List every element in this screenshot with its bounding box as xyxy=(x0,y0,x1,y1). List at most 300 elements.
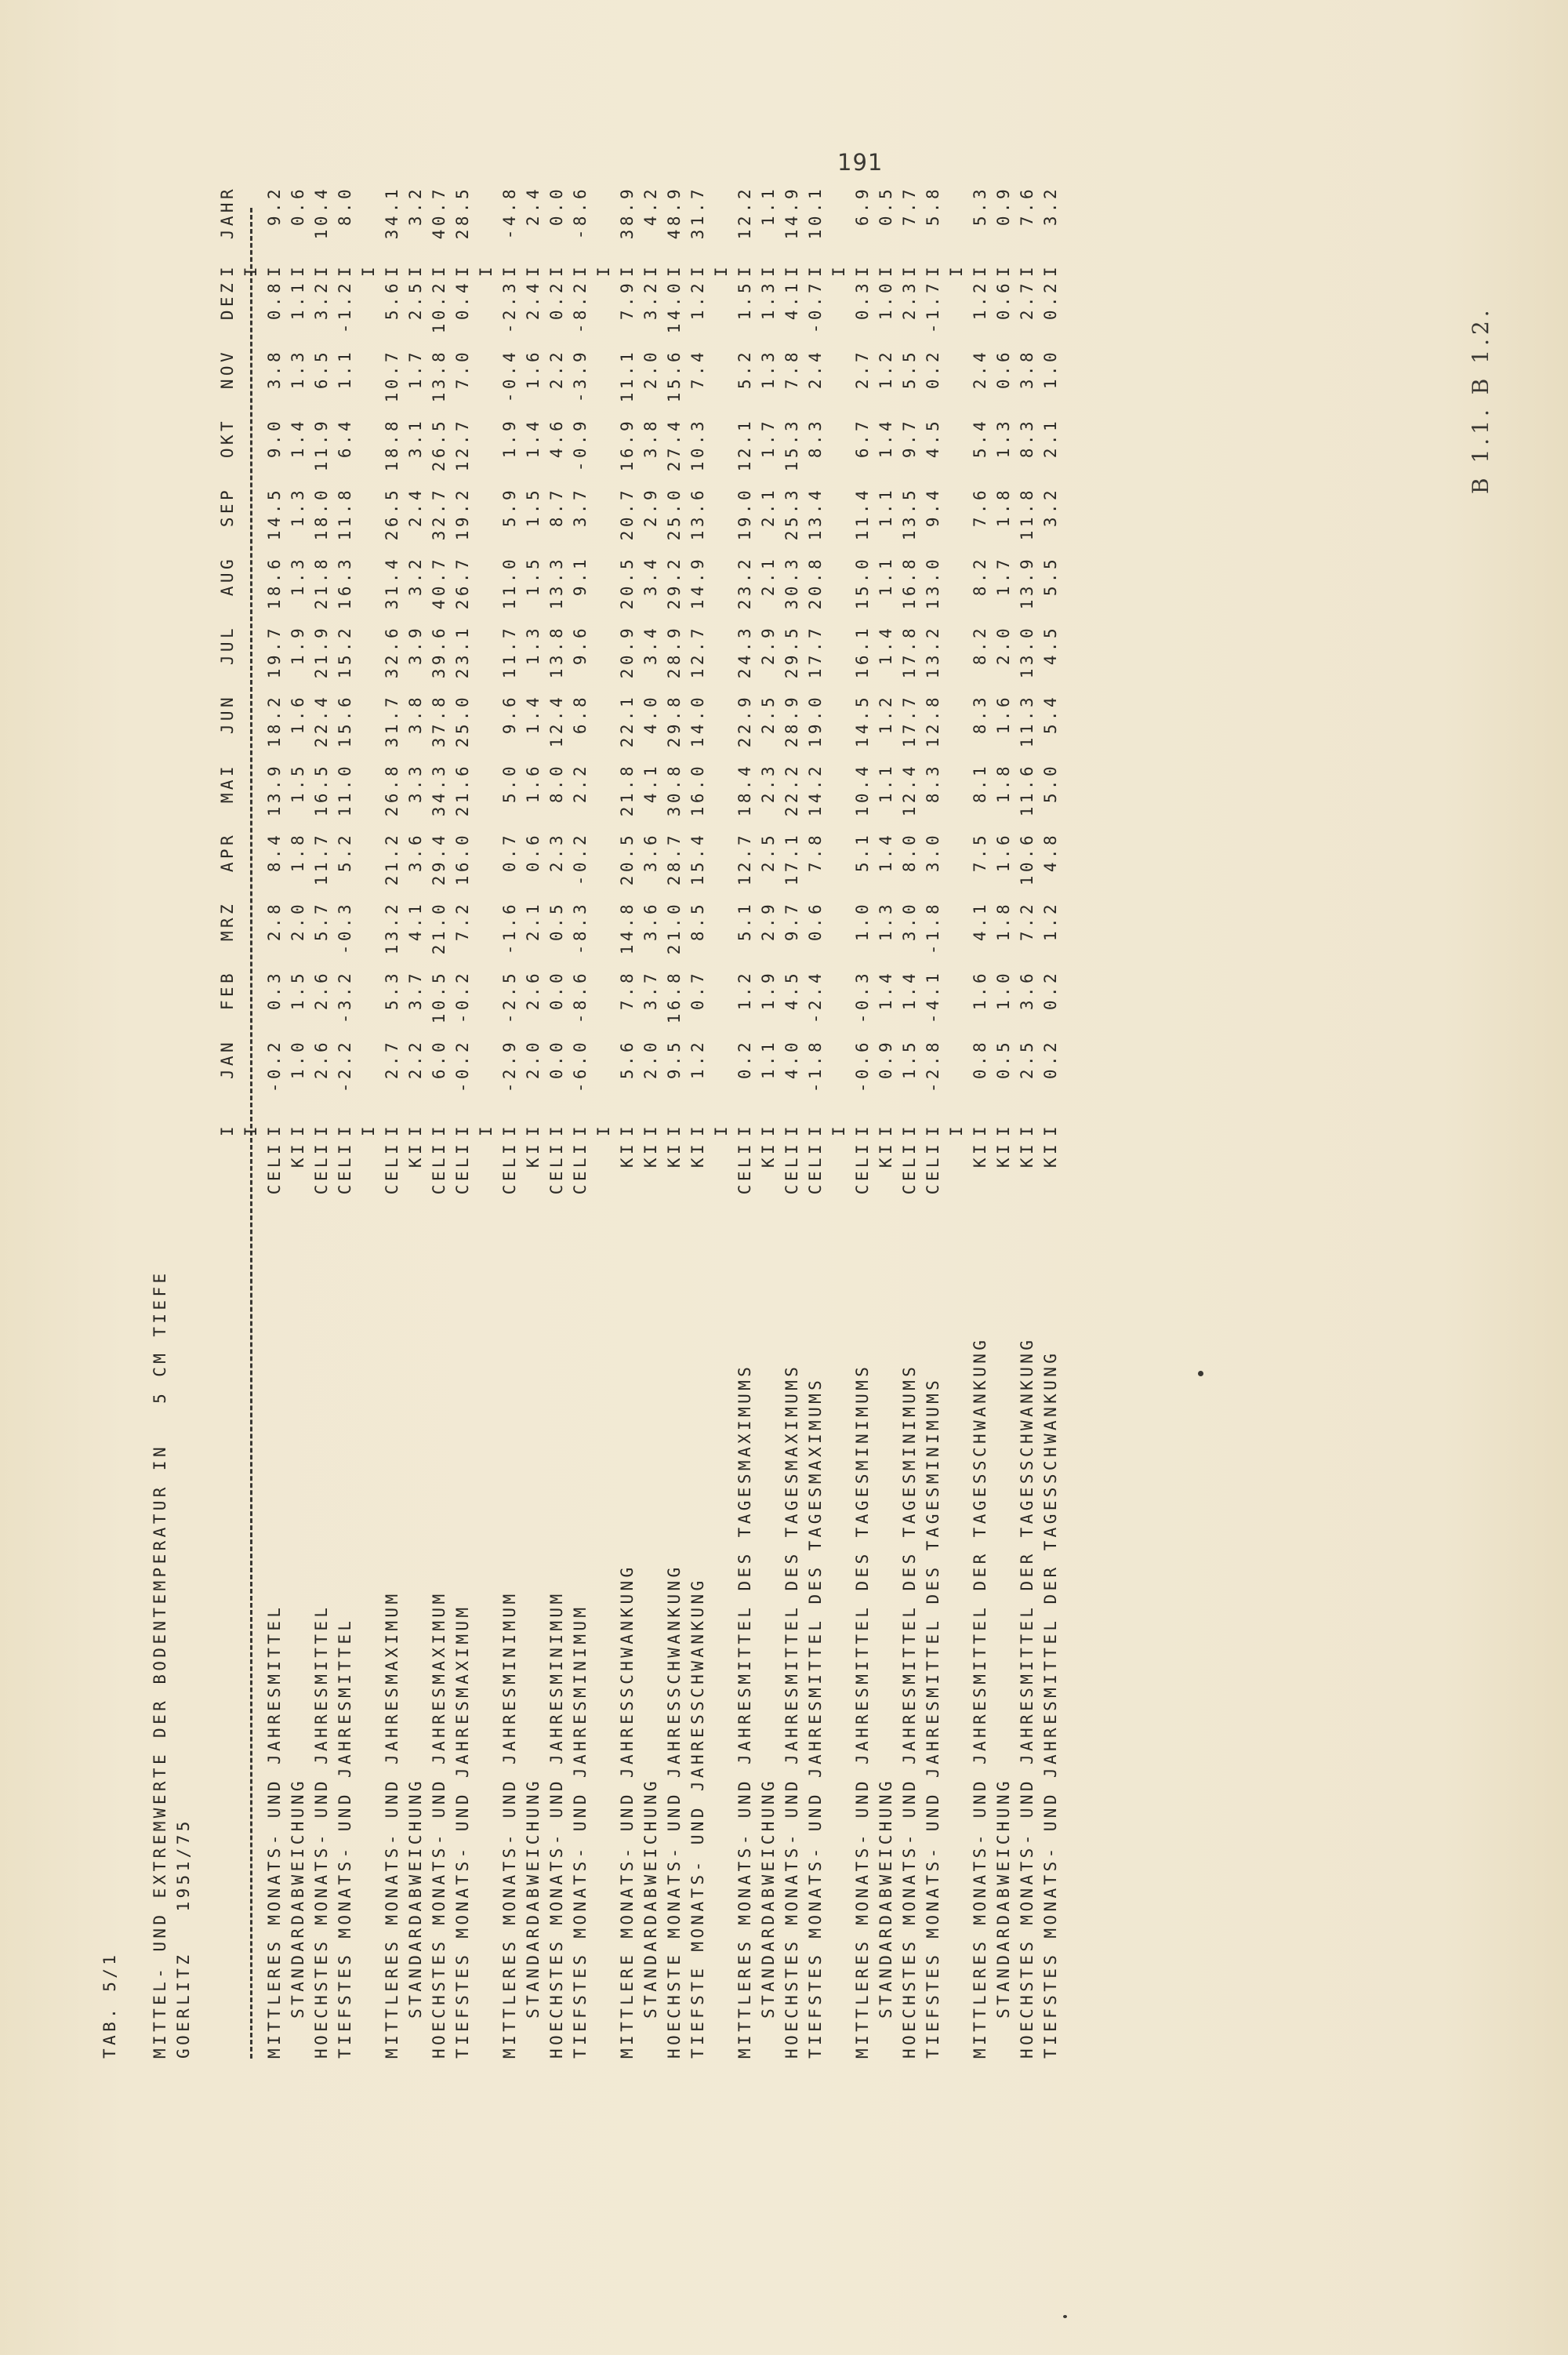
cell-nov: 2.4 xyxy=(806,349,825,390)
cell-sep: 13.4 xyxy=(806,487,825,541)
cell-jun: 28.9 xyxy=(782,694,801,748)
cell-dez: 1.2 xyxy=(971,280,989,321)
cell-sep: 13.5 xyxy=(900,487,919,541)
cell-year: 8.0 xyxy=(336,186,354,227)
cell-mai: 16.0 xyxy=(688,763,707,817)
cell-sep: 3.7 xyxy=(571,487,590,528)
cell-aug: 26.7 xyxy=(453,556,472,610)
cell-dez: -1.7 xyxy=(924,280,942,334)
column-separator: I xyxy=(359,1126,378,1136)
column-separator: I xyxy=(853,263,872,277)
cell-feb: 2.6 xyxy=(312,970,331,1011)
cell-mai: 18.4 xyxy=(735,763,754,817)
table-title: MITTEL- UND EXTREMWERTE DER BODENTEMPERATUR IN 5 CM TIEFE xyxy=(151,1270,169,2059)
cell-nov: -3.9 xyxy=(571,349,590,403)
column-separator: I xyxy=(1041,263,1060,277)
cell-okt: 16.9 xyxy=(618,418,637,472)
column-separator: I xyxy=(735,263,754,277)
cell-aug: 21.8 xyxy=(312,556,331,610)
cell-aug: 30.3 xyxy=(782,556,801,610)
table-row xyxy=(662,184,686,2059)
cell-jul: 1.9 xyxy=(289,625,307,666)
cell-dez: -0.7 xyxy=(806,280,825,334)
cell-dez: 1.2 xyxy=(688,280,707,321)
cell-jan: 1.1 xyxy=(759,1039,778,1080)
column-separator: I xyxy=(383,1122,401,1136)
table-row xyxy=(804,184,827,2059)
column-separator: I xyxy=(712,1126,731,1136)
cell-year: -4.8 xyxy=(500,186,519,240)
column-separator: I xyxy=(759,1122,778,1136)
cell-okt: 15.3 xyxy=(782,418,801,472)
cell-year: 0.9 xyxy=(994,186,1013,227)
column-separator: I xyxy=(289,263,307,277)
row-unit: KI xyxy=(759,1141,778,1168)
cell-feb: -0.2 xyxy=(453,970,472,1024)
cell-aug: 3.2 xyxy=(406,556,425,597)
cell-jun: 1.4 xyxy=(524,694,543,735)
row-unit: CELI xyxy=(924,1141,942,1195)
cell-jan: -0.2 xyxy=(265,1039,284,1093)
cell-feb: 7.8 xyxy=(618,970,637,1011)
cell-mrz: 7.2 xyxy=(453,901,472,942)
column-separator: I xyxy=(688,263,707,277)
column-separator: I xyxy=(1041,1122,1060,1136)
row-label: MITTLERES MONATS- UND JAHRESMINIMUM xyxy=(500,1590,519,2059)
row-unit: KI xyxy=(877,1141,895,1168)
column-separator: I xyxy=(453,263,472,277)
cell-jul: 17.8 xyxy=(900,625,919,679)
cell-mai: 21.8 xyxy=(618,763,637,817)
cell-sep: 1.1 xyxy=(877,487,895,528)
row-unit: KI xyxy=(971,1141,989,1168)
cell-okt: 1.4 xyxy=(289,418,307,459)
cell-dez: 10.2 xyxy=(430,280,448,334)
cell-nov: 3.8 xyxy=(265,349,284,390)
cell-feb: 0.0 xyxy=(547,970,566,1011)
table-title-block xyxy=(98,1270,195,2059)
cell-feb: 1.6 xyxy=(971,970,989,1011)
table-row xyxy=(898,184,921,2059)
cell-apr: 17.1 xyxy=(782,832,801,886)
row-label: TIEFSTES MONATS- UND JAHRESMITTEL xyxy=(336,1617,354,2059)
cell-mai: 30.8 xyxy=(665,763,684,817)
cell-apr: 3.0 xyxy=(924,832,942,873)
cell-okt: 1.7 xyxy=(759,418,778,459)
cell-jul: 20.9 xyxy=(618,625,637,679)
header-month-mrz: MRZ xyxy=(218,901,237,942)
table-row xyxy=(874,184,898,2059)
cell-jun: 12.4 xyxy=(547,694,566,748)
cell-feb: 4.5 xyxy=(782,970,801,1011)
cell-aug: 13.9 xyxy=(1018,556,1036,610)
row-unit: KI xyxy=(641,1141,660,1168)
cell-sep: 1.3 xyxy=(289,487,307,528)
cell-feb: -8.6 xyxy=(571,970,590,1024)
cell-jan: 6.0 xyxy=(430,1039,448,1080)
cell-apr: 2.3 xyxy=(547,832,566,873)
cell-feb: 10.5 xyxy=(430,970,448,1024)
cell-aug: 5.5 xyxy=(1041,556,1060,597)
cell-nov: 1.7 xyxy=(406,349,425,390)
cell-dez: 2.5 xyxy=(406,280,425,321)
cell-nov: 1.6 xyxy=(524,349,543,390)
cell-nov: 7.0 xyxy=(453,349,472,390)
cell-jun: 19.0 xyxy=(806,694,825,748)
column-separator: I xyxy=(947,267,966,277)
table-row xyxy=(310,184,333,2059)
cell-jun: 18.2 xyxy=(265,694,284,748)
cell-aug: 1.1 xyxy=(877,556,895,597)
cell-okt: 11.9 xyxy=(312,418,331,472)
cell-apr: 5.1 xyxy=(853,832,872,873)
cell-aug: 8.2 xyxy=(971,556,989,597)
row-label: STANDARDABWEICHUNG xyxy=(641,1778,660,2059)
cell-jul: 4.5 xyxy=(1041,625,1060,666)
cell-nov: 6.5 xyxy=(312,349,331,390)
column-separator: I xyxy=(406,1122,425,1136)
cell-mai: 5.0 xyxy=(500,763,519,804)
cell-feb: 1.0 xyxy=(994,970,1013,1011)
cell-mrz: 21.0 xyxy=(665,901,684,955)
cell-aug: 20.8 xyxy=(806,556,825,610)
cell-jun: 37.8 xyxy=(430,694,448,748)
cell-aug: 11.0 xyxy=(500,556,519,610)
cell-jan: 2.5 xyxy=(1018,1039,1036,1080)
cell-dez: -2.3 xyxy=(500,280,519,334)
cell-feb: 3.7 xyxy=(641,970,660,1011)
cell-year: 31.7 xyxy=(688,186,707,240)
column-separator: I xyxy=(735,1122,754,1136)
cell-apr: 8.4 xyxy=(265,832,284,873)
cell-okt: 6.4 xyxy=(336,418,354,459)
cell-year: 12.2 xyxy=(735,186,754,240)
cell-nov: 1.1 xyxy=(336,349,354,390)
cell-jul: 13.8 xyxy=(547,625,566,679)
cell-okt: 2.1 xyxy=(1041,418,1060,459)
column-separator: I xyxy=(218,263,237,277)
cell-sep: 20.7 xyxy=(618,487,637,541)
cell-dez: 0.8 xyxy=(265,280,284,321)
cell-mrz: -1.8 xyxy=(924,901,942,955)
cell-nov: 2.2 xyxy=(547,349,566,390)
cell-apr: 5.2 xyxy=(336,832,354,873)
row-unit: CELI xyxy=(265,1141,284,1195)
cell-mai: 11.0 xyxy=(336,763,354,817)
cell-year: 7.6 xyxy=(1018,186,1036,227)
column-separator: I xyxy=(500,263,519,277)
column-separator: I xyxy=(406,263,425,277)
cell-mai: 8.3 xyxy=(924,763,942,804)
cell-apr: 16.0 xyxy=(453,832,472,886)
cell-apr: 21.2 xyxy=(383,832,401,886)
group-spacer xyxy=(945,184,968,2059)
cell-apr: 15.4 xyxy=(688,832,707,886)
cell-okt: 26.5 xyxy=(430,418,448,472)
cell-apr: -0.2 xyxy=(571,832,590,886)
cell-aug: 16.3 xyxy=(336,556,354,610)
cell-jan: -2.9 xyxy=(500,1039,519,1093)
cell-mai: 22.2 xyxy=(782,763,801,817)
column-separator: I xyxy=(241,1126,260,1136)
column-separator: I xyxy=(712,267,731,277)
column-separator: I xyxy=(877,1122,895,1136)
column-separator: I xyxy=(900,1122,919,1136)
cell-nov: 1.0 xyxy=(1041,349,1060,390)
cell-year: 0.6 xyxy=(289,186,307,227)
cell-year: 10.4 xyxy=(312,186,331,240)
cell-aug: 1.7 xyxy=(994,556,1013,597)
cell-apr: 10.6 xyxy=(1018,832,1036,886)
group-spacer xyxy=(474,184,498,2059)
cell-nov: 7.8 xyxy=(782,349,801,390)
cell-jul: 24.3 xyxy=(735,625,754,679)
cell-jan: 1.2 xyxy=(688,1039,707,1080)
cell-apr: 1.6 xyxy=(994,832,1013,873)
cell-apr: 4.8 xyxy=(1041,832,1060,873)
cell-feb: 1.9 xyxy=(759,970,778,1011)
cell-nov: 5.5 xyxy=(900,349,919,390)
cell-nov: 1.3 xyxy=(759,349,778,390)
cell-aug: 1.3 xyxy=(289,556,307,597)
cell-jun: 25.0 xyxy=(453,694,472,748)
cell-mrz: 1.0 xyxy=(853,901,872,942)
cell-mai: 4.1 xyxy=(641,763,660,804)
cell-sep: 11.8 xyxy=(336,487,354,541)
table-row xyxy=(568,184,592,2059)
cell-sep: 2.1 xyxy=(759,487,778,528)
cell-year: 3.2 xyxy=(406,186,425,227)
cell-okt: 5.4 xyxy=(971,418,989,459)
column-separator: I xyxy=(336,263,354,277)
table-row xyxy=(498,184,521,2059)
cell-jul: 28.9 xyxy=(665,625,684,679)
cell-sep: 2.9 xyxy=(641,487,660,528)
table-number: TAB. 5/1 xyxy=(100,1951,119,2059)
cell-nov: 1.2 xyxy=(877,349,895,390)
cell-apr: 8.0 xyxy=(900,832,919,873)
cell-sep: 1.5 xyxy=(524,487,543,528)
column-separator: I xyxy=(971,263,989,277)
header-month-okt: OKT xyxy=(218,418,237,459)
cell-mrz: 1.3 xyxy=(877,901,895,942)
cell-sep: 19.2 xyxy=(453,487,472,541)
column-separator: I xyxy=(829,1126,848,1136)
cell-year: 38.9 xyxy=(618,186,637,240)
cell-mrz: 13.2 xyxy=(383,901,401,955)
cell-mrz: 4.1 xyxy=(971,901,989,942)
cell-mrz: 9.7 xyxy=(782,901,801,942)
table-row xyxy=(1039,184,1062,2059)
row-label: TIEFSTES MONATS- UND JAHRESMINIMUM xyxy=(571,1604,590,2059)
cell-feb: -4.1 xyxy=(924,970,942,1024)
row-label: MITTLERES MONATS- UND JAHRESMAXIMUM xyxy=(383,1590,401,2059)
row-label: HOECHSTES MONATS- UND JAHRESMITTEL DES TAGESMAXIMUMS xyxy=(782,1363,801,2059)
cell-mrz: 2.9 xyxy=(759,901,778,942)
cell-year: 7.7 xyxy=(900,186,919,227)
cell-jan: 2.0 xyxy=(641,1039,660,1080)
cell-jan: 1.5 xyxy=(900,1039,919,1080)
cell-mrz: 21.0 xyxy=(430,901,448,955)
cell-dez: 7.9 xyxy=(618,280,637,321)
table-row xyxy=(545,184,568,2059)
cell-sep: 8.7 xyxy=(547,487,566,528)
cell-jan: -0.6 xyxy=(853,1039,872,1093)
cell-mrz: 3.6 xyxy=(641,901,660,942)
group-spacer xyxy=(592,184,615,2059)
cell-jan: 2.6 xyxy=(312,1039,331,1080)
cell-feb: 1.4 xyxy=(877,970,895,1011)
cell-jul: 3.9 xyxy=(406,625,425,666)
cell-sep: 14.5 xyxy=(265,487,284,541)
header-month-feb: FEB xyxy=(218,970,237,1011)
cell-feb: 2.6 xyxy=(524,970,543,1011)
cell-apr: 7.5 xyxy=(971,832,989,873)
row-unit: KI xyxy=(524,1141,543,1168)
cell-okt: 9.0 xyxy=(265,418,284,459)
cell-apr: 7.8 xyxy=(806,832,825,873)
cell-okt: 6.7 xyxy=(853,418,872,459)
cell-mai: 26.8 xyxy=(383,763,401,817)
cell-jan: 2.7 xyxy=(383,1039,401,1080)
header-month-jun: JUN xyxy=(218,694,237,735)
cell-mai: 14.2 xyxy=(806,763,825,817)
column-separator: I xyxy=(430,263,448,277)
cell-year: 4.2 xyxy=(641,186,660,227)
row-unit: CELI xyxy=(500,1141,519,1195)
cell-jul: 8.2 xyxy=(971,625,989,666)
column-separator: I xyxy=(853,1122,872,1136)
cell-dez: 0.6 xyxy=(994,280,1013,321)
cell-mai: 2.3 xyxy=(759,763,778,804)
row-label: HOECHSTES MONATS- UND JAHRESMITTEL DES TAGESMINIMUMS xyxy=(900,1363,919,2059)
cell-nov: -0.4 xyxy=(500,349,519,403)
cell-okt: 1.4 xyxy=(524,418,543,459)
row-label: STANDARDABWEICHUNG xyxy=(994,1778,1013,2059)
cell-jun: 4.0 xyxy=(641,694,660,735)
cell-jan: -6.0 xyxy=(571,1039,590,1093)
cell-mai: 5.0 xyxy=(1041,763,1060,804)
cell-okt: -0.9 xyxy=(571,418,590,472)
cell-aug: 23.2 xyxy=(735,556,754,610)
column-separator: I xyxy=(994,263,1013,277)
table-row xyxy=(968,184,992,2059)
table-row xyxy=(733,184,757,2059)
row-label: HOECHSTES MONATS- UND JAHRESMAXIMUM xyxy=(430,1590,448,2059)
cell-nov: 2.4 xyxy=(971,349,989,390)
cell-aug: 29.2 xyxy=(665,556,684,610)
row-label: STANDARDABWEICHUNG xyxy=(759,1778,778,2059)
column-separator: I xyxy=(571,1122,590,1136)
cell-year: 5.3 xyxy=(971,186,989,227)
cell-year: 40.7 xyxy=(430,186,448,240)
row-unit: KI xyxy=(994,1141,1013,1168)
row-label: MITTLERES MONATS- UND JAHRESMITTEL xyxy=(265,1604,284,2059)
cell-jan: -2.8 xyxy=(924,1039,942,1093)
column-separator: I xyxy=(994,1122,1013,1136)
column-separator: I xyxy=(524,1122,543,1136)
cell-aug: 9.1 xyxy=(571,556,590,597)
cell-jan: 0.9 xyxy=(877,1039,895,1080)
cell-apr: 11.7 xyxy=(312,832,331,886)
cell-mrz: 5.1 xyxy=(735,901,754,942)
cell-apr: 3.6 xyxy=(641,832,660,873)
cell-jun: 11.3 xyxy=(1018,694,1036,748)
cell-jan: 4.0 xyxy=(782,1039,801,1080)
header-year: JAHR xyxy=(218,186,237,240)
header-month-jul: JUL xyxy=(218,625,237,666)
cell-nov: 5.2 xyxy=(735,349,754,390)
header-rule xyxy=(239,184,263,2059)
cell-nov: 13.8 xyxy=(430,349,448,403)
column-separator: I xyxy=(806,1122,825,1136)
table-row xyxy=(263,184,286,2059)
cell-nov: 10.7 xyxy=(383,349,401,403)
cell-jul: 13.2 xyxy=(924,625,942,679)
cell-aug: 20.5 xyxy=(618,556,637,610)
column-separator: I xyxy=(359,267,378,277)
row-unit: CELI xyxy=(312,1141,331,1195)
cell-mrz: 3.0 xyxy=(900,901,919,942)
cell-apr: 2.5 xyxy=(759,832,778,873)
cell-feb: -3.2 xyxy=(336,970,354,1024)
cell-sep: 25.3 xyxy=(782,487,801,541)
row-unit: KI xyxy=(665,1141,684,1168)
column-separator: I xyxy=(547,263,566,277)
cell-nov: 0.6 xyxy=(994,349,1013,390)
column-separator: I xyxy=(594,1126,613,1136)
cell-mrz: -1.6 xyxy=(500,901,519,955)
cell-nov: 1.3 xyxy=(289,349,307,390)
cell-jul: 11.7 xyxy=(500,625,519,679)
cell-jul: 21.9 xyxy=(312,625,331,679)
column-separator: I xyxy=(759,263,778,277)
table-row xyxy=(615,184,639,2059)
cell-jun: 29.8 xyxy=(665,694,684,748)
cell-year: 0.5 xyxy=(877,186,895,227)
column-separator: I xyxy=(547,1122,566,1136)
cell-mai: 1.8 xyxy=(994,763,1013,804)
cell-mrz: 8.5 xyxy=(688,901,707,942)
cell-okt: 1.9 xyxy=(500,418,519,459)
table-row xyxy=(921,184,945,2059)
row-unit: KI xyxy=(289,1141,307,1168)
row-label: TIEFSTES MONATS- UND JAHRESMAXIMUM xyxy=(453,1604,472,2059)
cell-okt: 1.3 xyxy=(994,418,1013,459)
row-label: MITTLERES MONATS- UND JAHRESMITTEL DES TAGESMINIMUMS xyxy=(853,1363,872,2059)
row-unit: CELI xyxy=(453,1141,472,1195)
header-month-nov: NOV xyxy=(218,349,237,390)
cell-jun: 1.6 xyxy=(994,694,1013,735)
cell-nov: 7.4 xyxy=(688,349,707,390)
row-label: MITTLERE MONATS- UND JAHRESSCHWANKUNG xyxy=(618,1564,637,2059)
cell-mrz: 2.0 xyxy=(289,901,307,942)
column-separator: I xyxy=(383,263,401,277)
cell-year: 9.2 xyxy=(265,186,284,227)
table-row xyxy=(639,184,662,2059)
header-month-apr: APR xyxy=(218,832,237,873)
cell-sep: 18.0 xyxy=(312,487,331,541)
cell-jul: 17.7 xyxy=(806,625,825,679)
table-row xyxy=(286,184,310,2059)
cell-nov: 11.1 xyxy=(618,349,637,403)
cell-aug: 18.6 xyxy=(265,556,284,610)
row-unit: CELI xyxy=(853,1141,872,1195)
cell-aug: 13.0 xyxy=(924,556,942,610)
cell-jan: 0.0 xyxy=(547,1039,566,1080)
cell-aug: 16.8 xyxy=(900,556,919,610)
cell-jan: -0.2 xyxy=(453,1039,472,1093)
